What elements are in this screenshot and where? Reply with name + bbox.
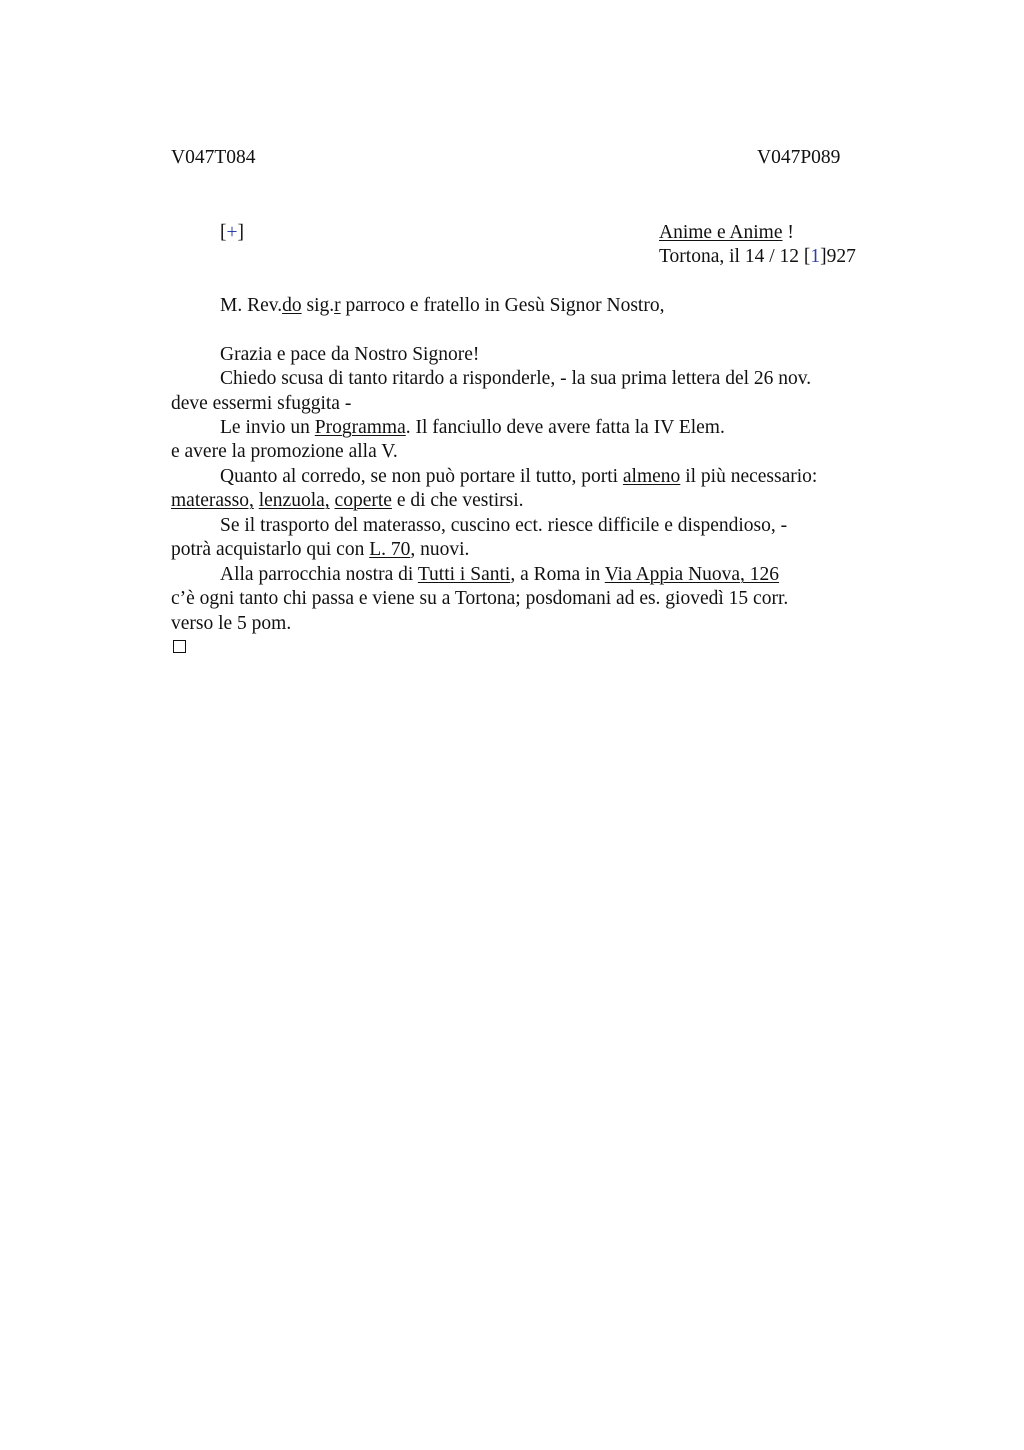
cross-close-bracket: ] xyxy=(237,222,244,243)
salutation-part: M. Rev. xyxy=(220,295,283,316)
text-run: Quanto al corredo, se non può portare il tutto, porti xyxy=(220,466,623,487)
paragraph-line: deve essermi sfuggita - xyxy=(171,393,352,414)
cross-icon: + xyxy=(226,222,238,243)
paragraph-line xyxy=(171,489,524,513)
paragraph-line xyxy=(220,563,779,587)
date-prefix: Tortona, il 14 / 12 [ xyxy=(659,246,811,267)
underlined-coperte: coperte xyxy=(334,490,392,511)
date-bracket-digit: 1 xyxy=(810,246,821,267)
underlined-programma: Programma xyxy=(314,417,406,438)
paragraph-line: verso le 5 pom. xyxy=(171,613,292,634)
paragraph-line xyxy=(220,416,725,440)
letter-title-underlined: Anime e Anime xyxy=(659,222,783,243)
end-square-icon xyxy=(173,640,186,653)
letter-title xyxy=(659,221,794,245)
date-suffix: ]927 xyxy=(820,246,856,267)
underlined-almeno: almeno xyxy=(622,466,681,487)
underlined-price: L. 70 xyxy=(369,539,411,560)
cross-open-bracket: [ xyxy=(220,222,227,243)
salutation-part: parroco e fratello in Gesù Signor Nostro, xyxy=(340,295,665,316)
cross-marker xyxy=(220,221,244,245)
text-run: , a Roma in xyxy=(510,564,605,585)
underlined-address: Via Appia Nuova, 126 xyxy=(604,564,780,585)
page-code-left: V047T084 xyxy=(171,147,256,168)
text-run: , nuovi. xyxy=(410,539,470,560)
paragraph-line xyxy=(171,538,469,562)
underlined-materasso: materasso, xyxy=(171,490,254,511)
text-run: e di che vestirsi. xyxy=(391,490,524,511)
salutation-superscript-r: r xyxy=(334,295,341,316)
paragraph-line: Se il trasporto del materasso, cuscino ect. riesce difficile e dispendioso, - xyxy=(220,515,788,536)
text-run: Alla parrocchia nostra di xyxy=(220,564,418,585)
letter-title-end: ! xyxy=(782,222,794,243)
salutation-superscript-do: do xyxy=(282,295,302,316)
text-run: potrà acquistarlo qui con xyxy=(171,539,370,560)
text-run: il più necessario: xyxy=(680,466,818,487)
paragraph-line xyxy=(220,465,817,489)
letter-date xyxy=(659,245,856,269)
page-code-right: V047P089 xyxy=(757,147,841,168)
salutation xyxy=(220,294,664,318)
paragraph-line: c’è ogni tanto chi passa e viene su a Tortona; posdomani ad es. giovedì 15 corr. xyxy=(171,588,789,609)
paragraph-line: Chiedo scusa di tanto ritardo a risponderle, - la sua prima lettera del 26 nov. xyxy=(220,368,812,389)
underlined-tutti-i-santi: Tutti i Santi xyxy=(417,564,511,585)
salutation-part: sig. xyxy=(301,295,335,316)
greeting: Grazia e pace da Nostro Signore! xyxy=(220,344,480,365)
paragraph-line: e avere la promozione alla V. xyxy=(171,441,398,462)
underlined-lenzuola: lenzuola, xyxy=(258,490,330,511)
text-run: Le invio un xyxy=(220,417,315,438)
text-run: . Il fanciullo deve avere fatta la IV Elem. xyxy=(405,417,725,438)
